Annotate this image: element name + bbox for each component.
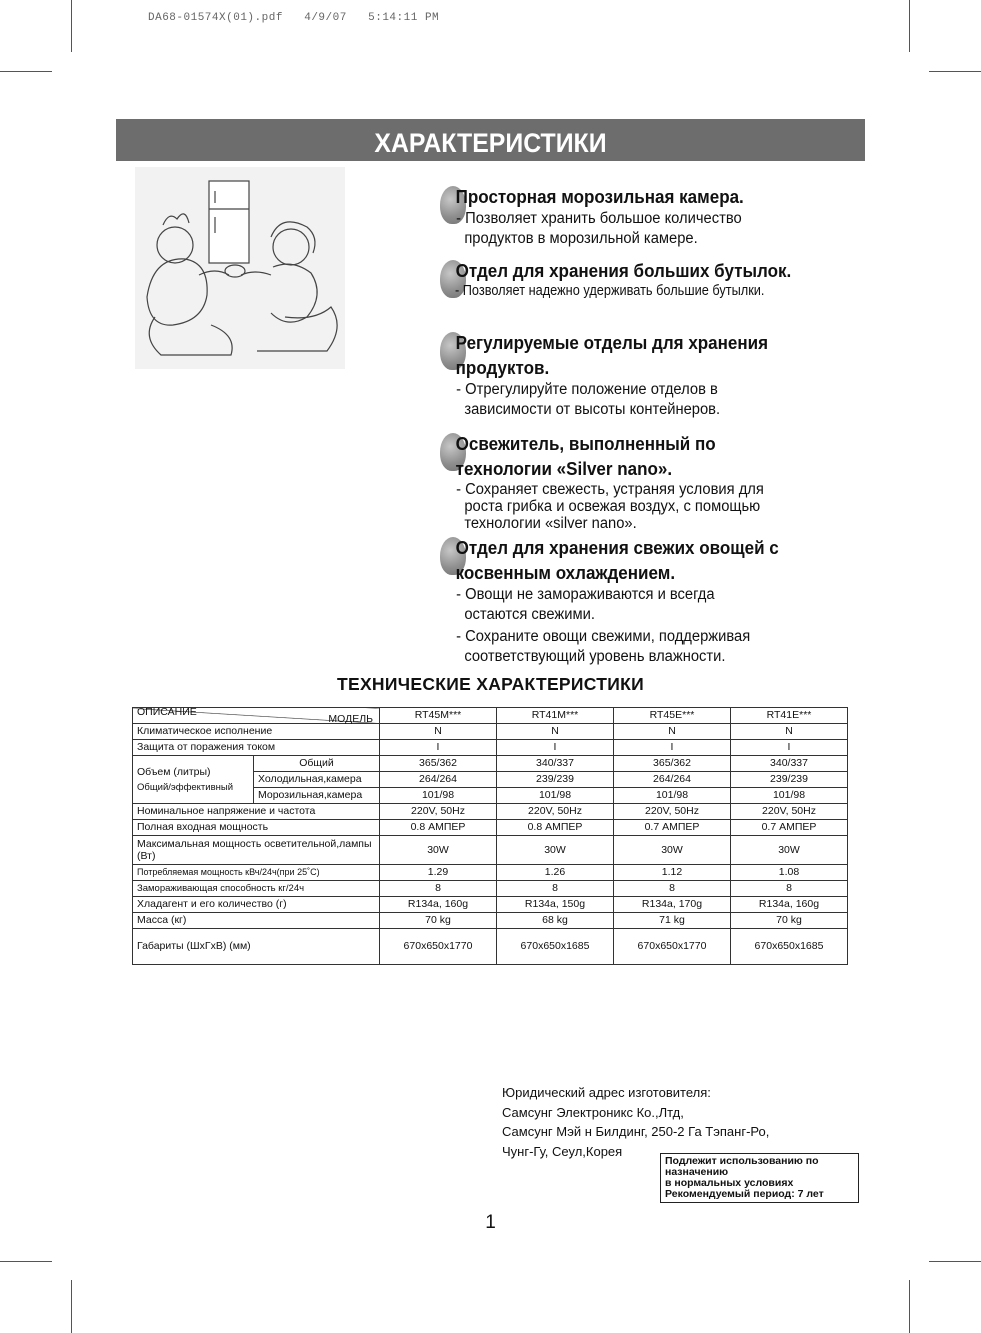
table-row: [133, 881, 848, 897]
feature-bottle-section: [440, 258, 840, 300]
specs-title: ТЕХНИЧЕСКИЕ ХАРАКТЕРИСТИКИ: [337, 674, 644, 694]
cell-value: 8: [614, 881, 731, 897]
table-row: [133, 756, 848, 772]
cell-value: 1.12: [614, 865, 731, 881]
crop-mark: [929, 1261, 981, 1262]
table-row: [133, 724, 848, 740]
cell-value: N: [380, 724, 497, 740]
cell-value: 264/264: [380, 772, 497, 788]
feature-heading: Отдел для хранения больших бутылок.: [455, 260, 792, 281]
table-header-row: [133, 708, 848, 724]
cell-value: 30W: [731, 836, 848, 865]
volume-label-line: Объем (литры): [137, 765, 211, 778]
cell-value: 0.8 АМПЕР: [380, 820, 497, 836]
address-line: Чунг-Гу, Сеул,Корея: [502, 1143, 623, 1159]
cell-value: 1.08: [731, 865, 848, 881]
cell-value: I: [497, 740, 614, 756]
model-name: RT41M***: [497, 708, 614, 724]
feature-freezer: [440, 184, 840, 247]
cell-value: R134a, 160g: [380, 897, 497, 913]
feature-adjustable-sections: [440, 330, 840, 418]
row-label: Габариты (ШxГxВ) (мм): [133, 929, 380, 965]
header-diagonal-cell: [133, 708, 380, 724]
feature-text: остаются свежими.: [456, 606, 595, 623]
feature-text: - Сохраняет свежесть, устраняя условия для: [456, 481, 764, 498]
page-number: 1: [485, 1212, 496, 1233]
row-label: Максимальная мощность осветительной,лампы (Вт): [133, 836, 380, 865]
cell-value: 0.7 АМПЕР: [731, 820, 848, 836]
cell-value: 0.7 АМПЕР: [614, 820, 731, 836]
feature-heading: продуктов.: [455, 357, 550, 378]
page-title: ХАРАКТЕРИСТИКИ: [374, 128, 607, 158]
volume-label: [133, 756, 254, 804]
cell-value: 365/362: [380, 756, 497, 772]
volume-sub-label: Морозильная,камера: [254, 788, 380, 804]
cell-value: N: [614, 724, 731, 740]
feature-text: - Позволяет надежно удерживать большие бутылки.: [454, 283, 765, 299]
cell-value: 101/98: [731, 788, 848, 804]
cell-value: 68 kg: [497, 913, 614, 929]
cell-value: 670x650x1685: [497, 929, 614, 965]
feature-heading: Освежитель, выполненный по: [455, 433, 716, 454]
cell-value: 101/98: [614, 788, 731, 804]
table-row: [133, 865, 848, 881]
cell-value: 1.26: [497, 865, 614, 881]
cell-value: 670x650x1770: [380, 929, 497, 965]
feature-text: роста грибка и освежая воздух, с помощью: [456, 498, 761, 515]
feature-heading: Отдел для хранения свежих овощей с: [455, 537, 779, 558]
feature-text: - Овощи не замораживаются и всегда: [456, 586, 715, 603]
cell-value: N: [497, 724, 614, 740]
row-label: Хладагент и его количество (г): [133, 897, 380, 913]
file-header: DA68-01574X(01).pdf 4/9/07 5:14:11 PM: [148, 12, 440, 24]
model-name: RT45M***: [380, 708, 497, 724]
model-name: RT41E***: [731, 708, 848, 724]
cell-value: 239/239: [731, 772, 848, 788]
address-line: Юридический адрес изготовителя:: [502, 1085, 711, 1100]
table-row: [133, 804, 848, 820]
feature-heading: технологии «Silver nano».: [455, 458, 673, 479]
cell-value: 239/239: [497, 772, 614, 788]
cell-value: 1.29: [380, 865, 497, 881]
crop-mark: [0, 1261, 52, 1262]
cell-value: 340/337: [731, 756, 848, 772]
row-label: Масса (кг): [133, 913, 380, 929]
title-bar: [116, 119, 865, 161]
cell-value: R134a, 150g: [497, 897, 614, 913]
feature-text: технологии «silver nano».: [456, 515, 637, 532]
table-row: [133, 929, 848, 965]
table-row: [133, 740, 848, 756]
feature-heading: косвенным охлаждением.: [455, 562, 676, 583]
cell-value: I: [380, 740, 497, 756]
cell-value: 101/98: [380, 788, 497, 804]
cell-value: 220V, 50Hz: [731, 804, 848, 820]
cell-value: 101/98: [497, 788, 614, 804]
crop-mark: [0, 71, 52, 72]
cell-value: 70 kg: [380, 913, 497, 929]
cell-value: 8: [380, 881, 497, 897]
feature-silver-nano: [440, 431, 840, 532]
volume-label-line: Общий/эффективный: [137, 781, 234, 793]
feature-text: продуктов в морозильной камере.: [456, 230, 698, 247]
cell-value: 220V, 50Hz: [497, 804, 614, 820]
table-row: [133, 836, 848, 865]
cell-value: 670x650x1685: [731, 929, 848, 965]
cell-value: 30W: [497, 836, 614, 865]
cell-value: R134a, 160g: [731, 897, 848, 913]
row-label: Номинальное напряжение и частота: [133, 804, 380, 820]
feature-text: - Сохраните овощи свежими, поддерживая: [456, 628, 751, 645]
cell-value: 264/264: [614, 772, 731, 788]
crop-mark: [929, 71, 981, 72]
crop-mark: [71, 1280, 72, 1333]
cell-value: 30W: [614, 836, 731, 865]
row-label: Полная входная мощность: [133, 820, 380, 836]
feature-heading: Просторная морозильная камера.: [455, 186, 744, 207]
crop-mark: [71, 0, 72, 52]
cell-value: 8: [497, 881, 614, 897]
note-line: в нормальных условиях: [665, 1177, 794, 1189]
cell-value: I: [731, 740, 848, 756]
usage-note-box: [660, 1153, 859, 1203]
feature-heading: Регулируемые отделы для хранения: [455, 332, 769, 353]
table-row: [133, 913, 848, 929]
feature-text: соответствующий уровень влажности.: [456, 648, 726, 665]
feature-text: - Позволяет хранить большое количество: [456, 210, 742, 227]
feature-text: - Отрегулируйте положение отделов в: [456, 381, 718, 398]
feature-text: зависимости от высоты контейнеров.: [456, 401, 721, 418]
note-line: Подлежит использованию по: [665, 1155, 819, 1167]
row-label: Потребляемая мощность кВч/24ч(при 25˚C): [133, 865, 380, 881]
cell-value: I: [614, 740, 731, 756]
feature-vegetable-drawer: [440, 535, 840, 665]
volume-sub-label: Холодильная,камера: [254, 772, 380, 788]
row-label: Замораживающая способность кг/24ч: [133, 881, 380, 897]
crop-mark: [909, 0, 910, 52]
couple-refrigerator-illustration: [135, 167, 345, 369]
specs-table: [132, 707, 848, 965]
cell-value: 670x650x1770: [614, 929, 731, 965]
illustration: [135, 167, 345, 369]
note-line: Рекомендуемый период: 7 лет: [665, 1188, 824, 1200]
row-label: Защита от поражения током: [133, 740, 380, 756]
table-row: [133, 820, 848, 836]
cell-value: 340/337: [497, 756, 614, 772]
row-label: Климатическое исполнение: [133, 724, 380, 740]
cell-value: 71 kg: [614, 913, 731, 929]
cell-value: 365/362: [614, 756, 731, 772]
header-model-label: МОДЕЛЬ: [328, 713, 373, 725]
model-name: RT45E***: [614, 708, 731, 724]
table-row: [133, 897, 848, 913]
cell-value: N: [731, 724, 848, 740]
volume-sub-label: Общий: [254, 756, 380, 772]
cell-value: R134a, 170g: [614, 897, 731, 913]
crop-mark: [909, 1280, 910, 1333]
manufacturer-address: [502, 1083, 769, 1161]
address-line: Самсунг Мэй н Билдинг, 250-2 Га Тэпанг-Ро,: [502, 1124, 770, 1139]
cell-value: 8: [731, 881, 848, 897]
cell-value: 220V, 50Hz: [380, 804, 497, 820]
cell-value: 30W: [380, 836, 497, 865]
cell-value: 70 kg: [731, 913, 848, 929]
cell-value: 0.8 АМПЕР: [497, 820, 614, 836]
cell-value: 220V, 50Hz: [614, 804, 731, 820]
header-description-label: ОПИСАНИЕ: [137, 706, 197, 718]
address-line: Самсунг Электроникс Ко.,Лтд,: [502, 1104, 684, 1120]
note-line: назначению: [665, 1166, 729, 1178]
